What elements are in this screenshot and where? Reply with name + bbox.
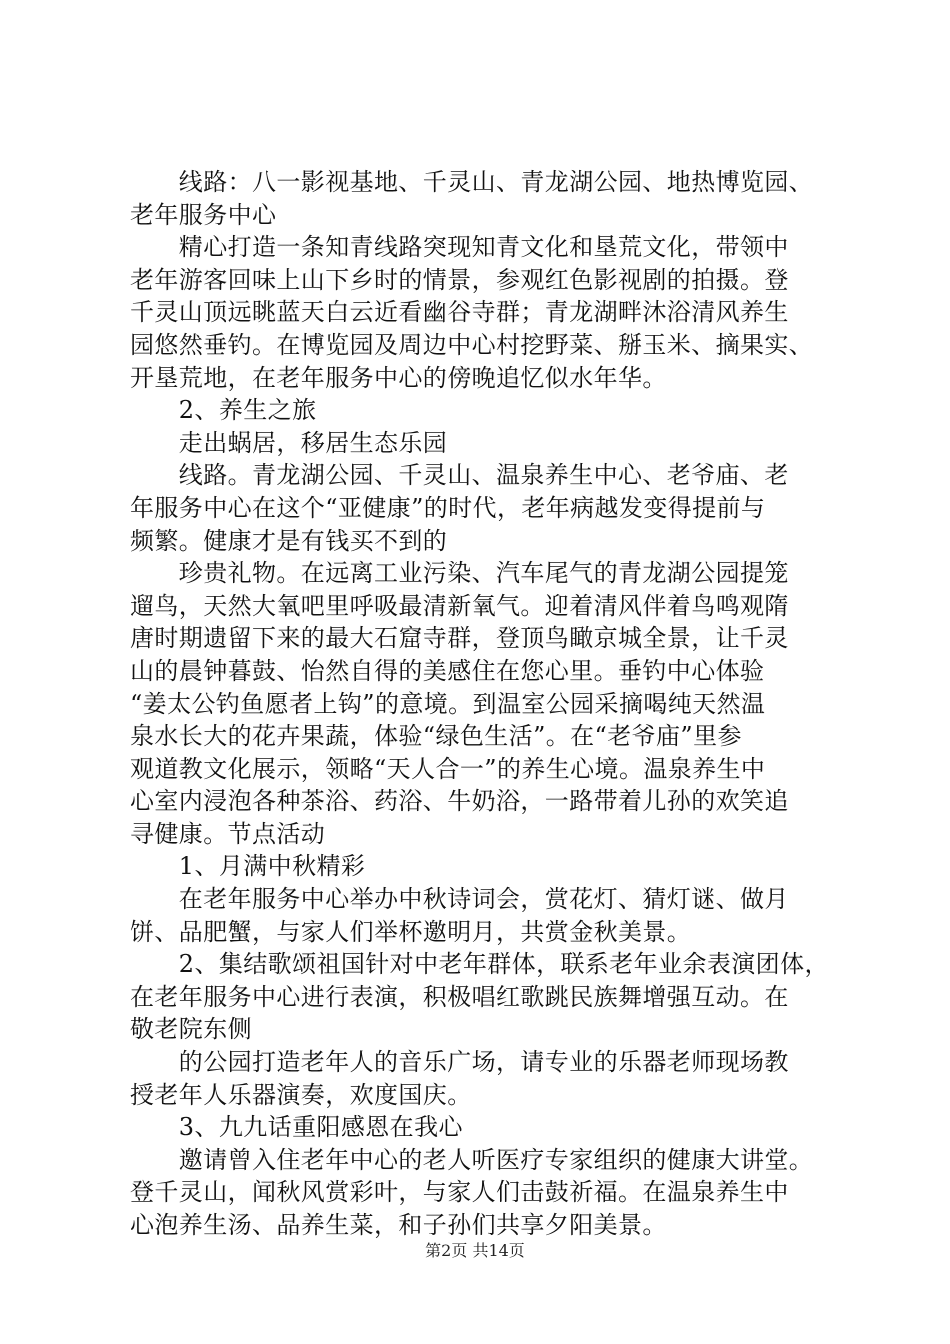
text-line: 山的晨钟暮鼓、怡然自得的美感住在您心里。垂钓中心体验 [130,656,765,685]
text-line: 观道教文化展示，领略“天人合一”的养生心境。温泉养生中 [130,754,766,783]
text-line: 饼、品肥蟹，与家人们举杯邀明月，共赏金秋美景。 [130,917,692,946]
text-line: 园悠然垂钓。在博览园及周边中心村挖野菜、掰玉米、摘果实、 [130,330,814,359]
text-line: 1、月满中秋精彩 [130,852,366,881]
text-line: 线路。青龙湖公园、千灵山、温泉养生中心、老爷庙、老 [130,461,789,490]
text-line: 敬老院东侧 [130,1015,252,1044]
text-line: 2、集结歌颂祖国针对中老年群体，联系老年业余表演团体， [130,950,829,979]
text-line: 在老年服务中心进行表演，积极唱红歌跳民族舞增强互动。在 [130,982,789,1011]
text-line: 泉水长大的花卉果蔬，体验“绿色生活”。在“老爷庙”里参 [130,722,742,751]
page-number-footer: 第2页 共14页 [425,1241,525,1260]
text-line: 老年游客回味上山下乡时的情景，参观红色影视剧的拍摄。登 [130,265,789,294]
text-line: “姜太公钓鱼愿者上钩”的意境。到温室公园采摘喝纯天然温 [130,689,766,718]
text-line: 授老年人乐器演奏，欢度国庆。 [130,1080,472,1109]
text-line: 心室内浸泡各种茶浴、药浴、牛奶浴，一路带着儿孙的欢笑追 [130,787,789,816]
text-line: 老年服务中心 [130,200,277,229]
body-text [130,166,860,1242]
text-line: 邀请曾入住老年中心的老人听医疗专家组织的健康大讲堂。 [130,1145,814,1174]
text-line: 在老年服务中心举办中秋诗词会，赏花灯、猜灯谜、做月 [130,885,789,914]
text-line: 心泡养生汤、品养生菜，和子孙们共享夕阳美景。 [130,1211,667,1239]
text-line: 精心打造一条知青线路突现知青文化和垦荒文化，带领中 [130,233,789,262]
text-line: 年服务中心在这个“亚健康”的时代，老年病越发变得提前与 [130,493,766,522]
text-line: 寻健康。节点活动 [130,819,326,848]
text-line: 线路：八一影视基地、千灵山、青龙湖公园、地热博览园、 [130,168,814,196]
text-line: 2、养生之旅 [130,396,317,425]
text-line: 频繁。健康才是有钱买不到的 [130,526,448,555]
text-line: 遛鸟，天然大氧吧里呼吸最清新氧气。迎着清风伴着鸟鸣观隋 [130,591,789,620]
text-line: 的公园打造老年人的音乐广场，请专业的乐器老师现场教 [130,1048,789,1077]
text-line: 唐时期遗留下来的最大石窟寺群，登顶鸟瞰京城全景，让千灵 [130,624,789,653]
text-line: 开垦荒地，在老年服务中心的傍晚追忆似水年华。 [130,363,667,392]
text-line: 千灵山顶远眺蓝天白云近看幽谷寺群；青龙湖畔沐浴清风养生 [130,298,789,327]
text-line: 走出蜗居，移居生态乐园 [130,428,448,457]
text-line: 珍贵礼物。在远离工业污染、汽车尾气的青龙湖公园提笼 [130,559,789,588]
document-body [130,166,860,1242]
text-line: 登千灵山，闻秋风赏彩叶，与家人们击鼓祈福。在温泉养生中 [130,1178,789,1207]
text-line: 3、九九话重阳感恩在我心 [130,1113,463,1142]
